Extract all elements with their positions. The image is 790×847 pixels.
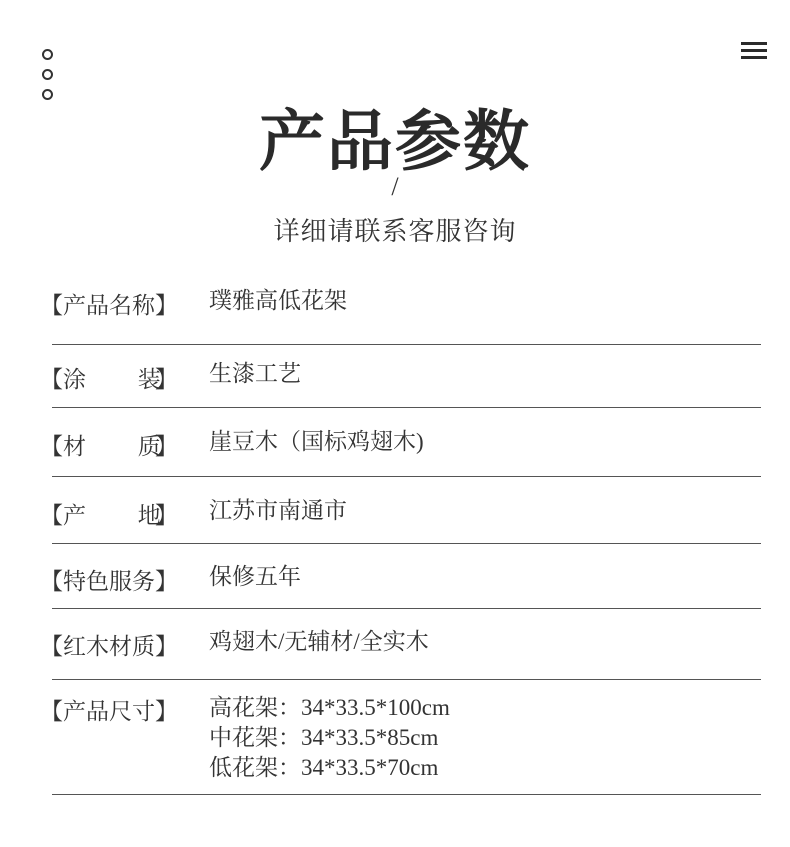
param-label: 【产品名称】 [40, 293, 178, 318]
size-line: 高花架：34*33.5*100cm [209, 695, 450, 720]
divider [52, 344, 761, 345]
param-value: 江苏市南通市 [209, 498, 347, 523]
param-label: 【涂 装】 [40, 367, 178, 392]
dot [42, 49, 53, 60]
param-value: 崖豆木（国标鸡翅木) [209, 429, 424, 454]
title-separator: / [391, 172, 399, 201]
param-label: 【材 质】 [40, 434, 178, 459]
menu-bar [741, 56, 767, 59]
divider [52, 679, 761, 680]
divider [52, 543, 761, 544]
page-subtitle: 详细请联系客服咨询 [273, 217, 517, 246]
dot [42, 69, 53, 80]
page-title: 产品参数 [259, 106, 531, 179]
param-value: 鸡翅木/无辅材/全实木 [209, 629, 429, 654]
param-value: 生漆工艺 [209, 361, 301, 386]
divider [52, 608, 761, 609]
param-label: 【特色服务】 [40, 569, 178, 594]
divider [52, 794, 761, 795]
param-label: 【产 地】 [40, 503, 178, 528]
menu-bar [741, 42, 767, 45]
param-value-list [209, 693, 450, 783]
menu-bar [741, 49, 767, 52]
divider [52, 407, 761, 408]
size-line: 中花架：34*33.5*85cm [209, 725, 439, 750]
size-line: 低花架：34*33.5*70cm [209, 755, 439, 780]
hamburger-menu-icon[interactable] [741, 42, 767, 60]
param-value: 保修五年 [209, 564, 301, 589]
param-value: 璞雅高低花架 [209, 288, 347, 313]
param-label: 【产品尺寸】 [40, 699, 178, 724]
param-label: 【红木材质】 [40, 634, 178, 659]
divider [52, 476, 761, 477]
